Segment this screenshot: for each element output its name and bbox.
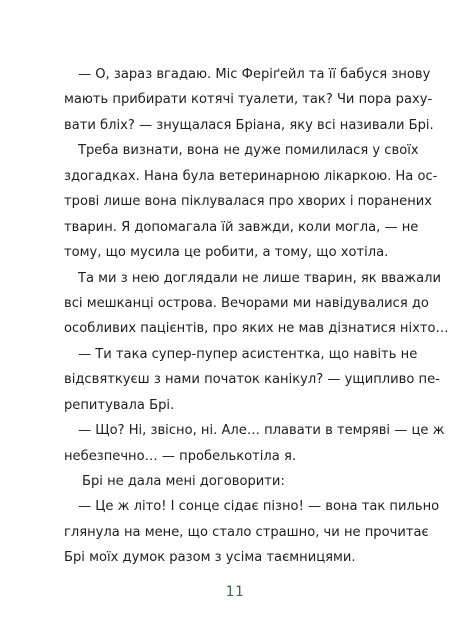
text-line: тварин. Я допомагала їй завжди, коли могла, — не	[64, 219, 419, 235]
text-line: репитувала Брі.	[64, 397, 175, 413]
page-number: 11	[225, 584, 245, 600]
text-line: Та ми з нею доглядали не лише тварин, як вважали	[78, 270, 441, 286]
text-line: всі мешканці острова. Вечорами ми навідувалися до	[64, 295, 429, 311]
text-line: вати бліх? — знущалася Бріана, яку всі називали Брі.	[64, 117, 434, 133]
text-line: трові лише вона піклувалася про хворих і поранених	[64, 194, 433, 210]
text-line: Брі моїх думок разом з усіма таємницями.	[64, 550, 356, 566]
text-line: — О, зараз вгадаю. Міс Феріґейл та її бабуся знову	[78, 67, 431, 82]
text-line: мають прибирати котячі туалети, так? Чи пора раху-	[64, 92, 433, 108]
text-line: здогадках. Нана була ветеринарною лікаркою. На ос-	[64, 168, 438, 184]
text-line: відсвяткуєш з нами початок канікул? — ущипливо пе-	[64, 372, 440, 388]
text-line: глянула на мене, що стало страшно, чи не прочитає	[64, 524, 429, 540]
text-line: Треба визнати, вона не дуже помилилася у своїх	[78, 143, 419, 159]
text-line: небезпечно… — пробелькотіла я.	[64, 448, 297, 464]
text-line: тому, що мусила це робити, а тому, що хотіла.	[64, 245, 389, 261]
text-line: особливих пацієнтів, про яких не мав дізнатися ніхто…	[64, 321, 449, 337]
text-line: — Ти така супер-пупер асистентка, що навіть не	[78, 346, 418, 362]
text-line: Брі не дала мені договорити:	[82, 474, 285, 489]
page-text	[64, 62, 449, 571]
text-line: — Це ж літо! І сонце сідає пізно! — вона так пильно	[78, 499, 440, 515]
text-line: — Що? Ні, звісно, ні. Але… плавати в темряві — це ж	[78, 423, 445, 439]
